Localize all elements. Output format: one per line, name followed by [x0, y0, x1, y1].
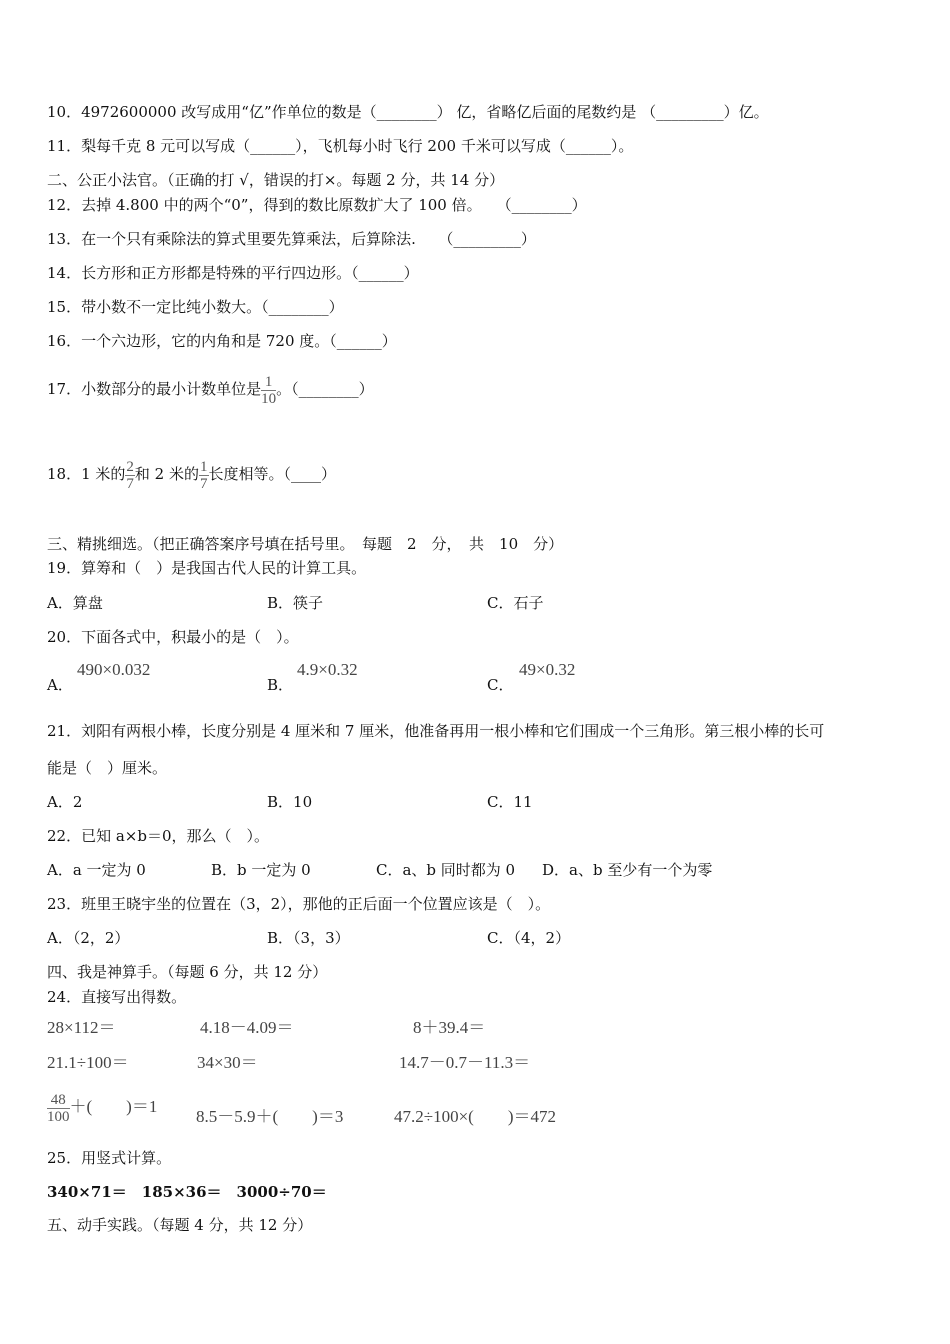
section-4-heading: 四、我是神算手。（每题 6 分，共 12 分） — [47, 963, 328, 981]
q24-r2c2: 34×30＝ — [197, 1053, 258, 1072]
section-2-heading: 二、公正小法官。（正确的打 √，错误的打×。每题 2 分，共 14 分） — [47, 171, 505, 189]
q23-option-a: A．（2，2） — [47, 929, 130, 947]
q17-prefix: 17．小数部分的最小计数单位是 — [47, 380, 262, 398]
q20-option-b-expr: 4.9×0.32 — [297, 660, 358, 679]
q18-frac1-den: 7 — [126, 475, 134, 492]
question-23: 23．班里王晓宇坐的位置在（3，2），那他的正后面一个位置应该是（ ）。 — [47, 895, 551, 913]
q18-frac1-num: 2 — [126, 458, 134, 475]
q22-option-c: C．a、b 同时都为 0 — [376, 861, 516, 879]
question-25: 25．用竖式计算。 — [47, 1149, 172, 1167]
q24-r3c3: 47.2÷100×( )＝472 — [394, 1107, 556, 1126]
question-11: 11．梨每千克 8 元可以写成（______），飞机每小时飞行 200 千米可以写成（______）。 — [47, 137, 634, 155]
q23-option-b: B．（3，3） — [267, 929, 350, 947]
question-24: 24．直接写出得数。 — [47, 988, 187, 1006]
q17-frac-num: 1 — [261, 374, 276, 391]
q21-option-b: B．10 — [267, 793, 313, 811]
q24-r1c3: 8＋39.4＝ — [413, 1018, 486, 1037]
q21-option-a: A．2 — [47, 793, 83, 811]
q17-frac-den: 10 — [261, 390, 277, 407]
q24-r1c1: 28×112＝ — [47, 1018, 116, 1037]
question-13: 13．在一个只有乘除法的算式里要先算乘法，后算除法. （_________） — [47, 230, 536, 248]
q18-fraction-2 — [199, 459, 209, 492]
question-17 — [47, 370, 374, 408]
section-3-heading: 三、精挑细选。（把正确答案序号填在括号里。 每题 2 分， 共 10 分） — [47, 535, 564, 553]
q19-option-b: B．筷子 — [267, 594, 324, 612]
q18-part1: 18．1 米的 — [47, 465, 126, 483]
question-21-line-1: 21．刘阳有两根小棒，长度分别是 4 厘米和 7 厘米，他准备再用一根小棒和它们围成一个三角形。第三根小棒的长可 — [47, 722, 825, 740]
question-21-line-2: 能是（ ）厘米。 — [47, 759, 168, 777]
question-20: 20．下面各式中，积最小的是（ ）。 — [47, 628, 299, 646]
q20-option-a-expr: 490×0.032 — [77, 660, 151, 679]
q24-r2c1: 21.1÷100＝ — [47, 1053, 129, 1072]
question-19: 19．算筹和（ ）是我国古代人民的计算工具。 — [47, 559, 367, 577]
q18-part2: 和 2 米的 — [134, 465, 199, 483]
q20-option-c-label: C． — [487, 676, 514, 694]
q24-r3-frac-den: 100 — [47, 1108, 70, 1125]
section-5-heading: 五、动手实践。（每题 4 分，共 12 分） — [47, 1216, 313, 1234]
q20-option-a-label: A． — [47, 676, 73, 694]
q24-r3c2: 8.5－5.9＋( )＝3 — [196, 1107, 344, 1126]
question-18 — [47, 455, 336, 493]
question-16: 16．一个六边形，它的内角和是 720 度。（______） — [47, 332, 397, 350]
q19-option-c: C．石子 — [487, 594, 544, 612]
q17-fraction — [261, 374, 276, 407]
q24-r2c3: 14.7－0.7－11.3＝ — [399, 1053, 531, 1072]
q20-option-b-label: B． — [267, 676, 294, 694]
q22-option-b: B．b 一定为 0 — [211, 861, 311, 879]
question-22: 22．已知 a×b＝0，那么（ ）。 — [47, 827, 270, 845]
q24-r3-frac-num: 48 — [47, 1092, 70, 1109]
q18-fraction-1 — [125, 459, 135, 492]
q19-option-a: A．算盘 — [47, 594, 103, 612]
q24-r3c1-rest: ＋( )＝1 — [69, 1097, 158, 1116]
q20-option-c-expr: 49×0.32 — [519, 660, 576, 679]
q24-r3-fraction — [47, 1092, 70, 1125]
q25-expressions: 340×71＝ 185×36＝ 3000÷70＝ — [47, 1183, 327, 1201]
q24-r1c2: 4.18－4.09＝ — [200, 1018, 294, 1037]
q22-option-d: D．a、b 至少有一个为零 — [542, 861, 713, 879]
q22-option-a: A．a 一定为 0 — [47, 861, 146, 879]
question-14: 14．长方形和正方形都是特殊的平行四边形。（______） — [47, 264, 419, 282]
q18-frac2-num: 1 — [200, 458, 208, 475]
q23-option-c: C．（4，2） — [487, 929, 571, 947]
q18-part3: 长度相等。（____） — [208, 465, 337, 483]
question-15: 15．带小数不一定比纯小数大。（________） — [47, 298, 344, 316]
q21-option-c: C．11 — [487, 793, 533, 811]
q17-suffix: 。（________） — [276, 380, 374, 398]
question-10: 10．4972600000 改写成用“亿”作单位的数是（________） 亿，省略亿后面的尾数约是 （_________）亿。 — [47, 103, 769, 121]
q24-r3c1 — [47, 1089, 157, 1125]
q18-frac2-den: 7 — [200, 475, 208, 492]
question-12: 12．去掉 4.800 中的两个“0”，得到的数比原数扩大了 100 倍。 （________） — [47, 196, 587, 214]
